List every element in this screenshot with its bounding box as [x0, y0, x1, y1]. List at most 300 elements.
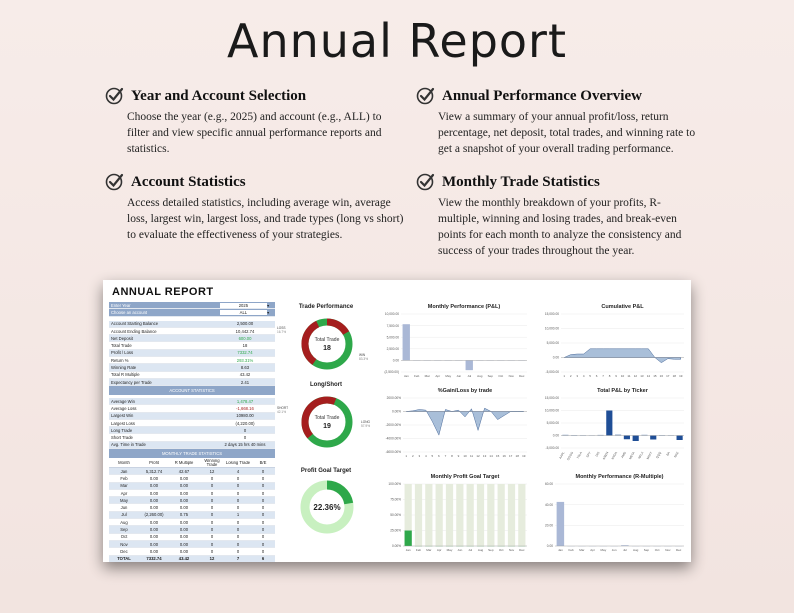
stat-value: 0: [243, 435, 247, 441]
x-tick-label: Jun: [611, 548, 617, 552]
y-tick-label: 0.00: [546, 544, 553, 549]
year-value[interactable]: 2025: [220, 303, 267, 308]
table-cell: 0: [210, 505, 214, 511]
stat-row: [109, 335, 275, 342]
x-tick-label: Oct: [498, 374, 504, 378]
table-cell: 7332.74: [146, 556, 162, 562]
table-row: [109, 483, 275, 490]
x-tick-label: 17: [666, 374, 670, 378]
x-tick-label: 13: [640, 374, 644, 378]
y-tick-label: 7,500.00: [386, 323, 399, 328]
table-cell: 0: [261, 519, 265, 525]
x-tick-label: Sep: [643, 548, 650, 552]
stat-row: [109, 372, 275, 379]
ticker-pnl-chart: [533, 384, 688, 464]
check-badge-icon: [105, 86, 125, 106]
x-tick-label: 1: [405, 454, 408, 458]
table-cell: 5,312.74: [145, 468, 163, 474]
table-cell: 0: [261, 541, 265, 547]
stat-value: 600.00: [238, 335, 252, 341]
stat-value: 7332.74: [237, 350, 253, 356]
chart-title: Monthly Profit Goal Target: [430, 474, 500, 480]
table-cell: 0: [236, 505, 240, 511]
x-tick-label: 17: [509, 454, 513, 458]
profit-goal-donut: [277, 477, 377, 537]
table-cell: Nov: [120, 541, 128, 547]
center-label: Total Trade: [314, 415, 340, 421]
stat-label: Average Win: [111, 398, 135, 404]
stat-value: -1,668.16: [236, 405, 254, 411]
bar: [624, 436, 630, 440]
table-cell: 42.67: [178, 468, 190, 474]
long-value: 57.9%: [361, 424, 371, 428]
feature-description: Choose the year (e.g., 2025) and account (e.g., ALL) to filter and view specific annual performance reports and statistics.: [127, 111, 382, 155]
table-cell: Apr: [120, 490, 128, 496]
table-cell: 0.00: [179, 483, 189, 489]
stat-row: [109, 413, 275, 420]
x-tick-label: May: [445, 374, 452, 378]
y-tick-label: 40.00: [545, 502, 553, 507]
center-value: 19: [323, 423, 331, 430]
table-cell: 0: [261, 512, 265, 518]
bar: [677, 436, 683, 441]
table-cell: 7: [236, 556, 240, 562]
table-cell: Jun: [120, 505, 128, 511]
x-tick-label: 14: [489, 454, 493, 458]
stat-label: Total R Multiple: [111, 372, 140, 378]
table-cell: 0: [210, 534, 214, 540]
table-cell: 1: [236, 512, 240, 518]
table-cell: TOTAL: [117, 556, 131, 562]
chevron-down-icon[interactable]: ▾: [267, 302, 270, 308]
stat-value: 8.63: [240, 365, 250, 371]
x-tick-label: Sep: [487, 374, 493, 378]
bar: [633, 436, 639, 442]
chart-title: Total P&L by Ticker: [597, 388, 648, 394]
account-value[interactable]: ALL: [220, 310, 267, 315]
table-cell: Oct: [120, 534, 128, 540]
chevron-down-icon[interactable]: ▾: [267, 309, 270, 315]
x-tick-label: 5: [431, 454, 434, 458]
x-tick-label: TSLA: [575, 451, 583, 460]
target-bar: [498, 484, 505, 546]
y-tick-label: 10,000.00: [544, 326, 559, 331]
column-header: Losing Trade: [225, 460, 251, 465]
table-cell: 0.00: [179, 490, 189, 496]
x-tick-label: 16: [502, 454, 506, 458]
table-cell: 0: [261, 483, 265, 489]
table-cell: 0: [236, 534, 240, 540]
loss-value: 16.7%: [277, 330, 287, 334]
y-tick-label: 10,000.00: [544, 408, 559, 413]
x-tick-label: Apr: [590, 548, 595, 552]
y-tick-label: -6000.00%: [385, 450, 401, 455]
x-tick-label: 10: [463, 454, 467, 458]
stat-label: Profit / Loss: [111, 350, 134, 356]
stat-label: Largest Win: [111, 413, 134, 419]
table-cell: 0: [210, 475, 214, 481]
monthly-stats-header: MONTHLY TRADE STATISTICS: [109, 449, 275, 458]
stat-row: [109, 405, 275, 412]
stat-row: [109, 328, 275, 335]
x-tick-label: QQQ: [655, 451, 663, 460]
table-cell: 0: [210, 548, 214, 554]
x-tick-label: 2: [569, 374, 572, 378]
table-row: [109, 512, 275, 519]
y-tick-label: 0.00%: [391, 544, 401, 549]
table-row: [109, 548, 275, 555]
trade-performance-donut: [277, 314, 377, 374]
x-tick-label: 12: [633, 374, 638, 378]
year-selector[interactable]: Enter Year 2025 ▾: [109, 302, 275, 309]
table-cell: 0: [261, 497, 265, 503]
bar: [650, 436, 656, 440]
y-tick-label: 0.00%: [391, 409, 401, 414]
target-bar: [467, 484, 474, 546]
table-cell: 0: [236, 483, 240, 489]
feature-account-statistics: [105, 172, 405, 243]
x-tick-label: 10: [620, 374, 625, 378]
x-tick-label: 4: [425, 454, 427, 458]
table-cell: 0: [236, 541, 240, 547]
win-value: 83.3%: [359, 357, 369, 361]
area-series: [564, 349, 681, 363]
x-tick-label: Mar: [424, 374, 430, 378]
x-tick-label: Nov: [665, 548, 671, 552]
table-cell: 0: [261, 527, 265, 533]
x-tick-label: 19: [522, 454, 526, 458]
table-cell: 0: [261, 548, 265, 554]
monthly-pnl-chart: [371, 300, 531, 384]
x-tick-label: 9: [615, 374, 617, 378]
x-tick-label: May: [600, 548, 607, 552]
account-stats-table: [109, 386, 275, 449]
stat-value: 0: [243, 427, 247, 433]
x-tick-label: 15: [653, 374, 657, 378]
x-tick-label: META: [628, 451, 636, 461]
x-tick-label: SPY: [585, 451, 592, 459]
stat-value: 18: [242, 343, 248, 349]
stat-value: 43.42: [239, 372, 251, 378]
feature-annual-performance: [416, 86, 701, 157]
table-cell: 12: [209, 556, 215, 562]
cumulative-pnl-chart: [533, 300, 688, 384]
feature-title: Year and Account Selection: [131, 87, 307, 104]
win-label: WIN: [359, 353, 366, 357]
table-row: [109, 541, 275, 548]
stat-label: Largest Loss: [111, 420, 135, 426]
x-tick-label: AMZN: [601, 451, 610, 461]
x-tick-label: Apr: [436, 548, 442, 552]
y-tick-label: 2000.00%: [386, 396, 401, 401]
x-tick-label: Jan: [405, 548, 411, 552]
table-row: [109, 497, 275, 504]
x-tick-label: Nov: [508, 374, 514, 378]
x-tick-label: NFLX: [637, 451, 645, 460]
table-cell: Jan: [120, 468, 128, 474]
stat-label: Expectancy per Trade: [111, 379, 152, 385]
table-row: [109, 556, 275, 562]
target-bar: [456, 484, 463, 546]
feature-title: Monthly Trade Statistics: [442, 173, 600, 190]
bar: [466, 360, 473, 370]
y-tick-label: 2,500.00: [386, 347, 399, 351]
x-tick-label: Jan: [403, 374, 409, 378]
x-tick-label: 11: [469, 454, 474, 458]
x-tick-label: Aug: [477, 374, 483, 378]
stat-value: 1,478.47: [236, 398, 254, 404]
x-tick-label: NVDA: [610, 451, 619, 461]
x-tick-label: 12: [476, 454, 480, 458]
x-tick-label: 4: [582, 374, 585, 378]
x-tick-label: Dec: [519, 374, 525, 378]
x-tick-label: 14: [646, 374, 651, 378]
monthly-stats-table: [109, 449, 275, 562]
table-cell: 0.00: [179, 497, 189, 503]
y-tick-label: -5,000.00: [545, 446, 559, 451]
y-tick-label: 5,000.00: [386, 335, 399, 340]
x-tick-label: Nov: [508, 548, 515, 552]
target-bar: [436, 484, 443, 546]
x-tick-label: Oct: [654, 548, 660, 552]
table-row: [109, 490, 275, 497]
stat-label: Winning Rate: [111, 365, 137, 371]
table-cell: 0: [236, 548, 240, 554]
stat-value: 10980.00: [236, 413, 254, 419]
table-row: [109, 526, 275, 533]
table-cell: 43.42: [178, 556, 190, 562]
table-cell: 0.00: [179, 548, 189, 554]
y-tick-label: (2,500.00): [384, 370, 399, 375]
stat-label: Account Ending Balance: [111, 328, 157, 334]
y-tick-label: 75.00%: [390, 497, 401, 502]
center-value: 18: [323, 345, 331, 352]
monthly-header-row: [109, 458, 275, 468]
check-badge-icon: [416, 172, 436, 192]
stat-value: 2,500.00: [236, 321, 254, 327]
long-label: LONG: [361, 420, 371, 424]
x-tick-label: Oct: [498, 548, 504, 552]
column-header: B/E: [259, 460, 267, 465]
goal-value: 22.36%: [313, 503, 341, 512]
feature-description: Access detailed statistics, including average win, average loss, largest win, largest loss, and trade types (long vs short) to evaluate the effectiveness of your strategies.: [127, 197, 404, 241]
x-tick-label: BA: [665, 451, 671, 457]
x-tick-label: 8: [451, 454, 453, 458]
feature-description: View the monthly breakdown of your profits, R-multiple, winning and losing trades, and break-even points for each month to analyze the consistency and success of your trades throughout the year.: [438, 197, 682, 257]
target-bar: [425, 484, 432, 546]
gain-loss-chart: [371, 384, 531, 464]
x-tick-label: 7: [444, 454, 447, 458]
feature-year-selection: [105, 86, 405, 157]
x-tick-label: Feb: [414, 374, 420, 378]
stat-value: (4,220.00): [235, 420, 255, 426]
center-label: Total Trade: [314, 337, 340, 343]
x-tick-label: Jun: [457, 548, 463, 552]
y-tick-label: 15,000.00: [544, 396, 559, 401]
stat-row: [109, 427, 275, 434]
stat-label: Avg. Time in Trade: [111, 442, 146, 448]
feature-description: View a summary of your annual profit/loss, return percentage, net deposit, total trades, and winning rate to get a snapshot of your overall trading performance.: [438, 111, 696, 155]
table-cell: 0.00: [149, 475, 159, 481]
stat-label: Total Trade: [111, 343, 132, 349]
target-bar: [415, 484, 422, 546]
x-tick-label: NKE: [673, 451, 680, 459]
stat-label: Long Trade: [111, 427, 133, 433]
table-cell: 0: [236, 519, 240, 525]
x-tick-label: Jan: [557, 548, 563, 552]
x-tick-label: 6: [438, 454, 440, 458]
y-tick-label: 5,000.00: [546, 421, 559, 426]
target-bar: [508, 484, 515, 546]
stat-row: [109, 420, 275, 427]
table-cell: 0.00: [179, 527, 189, 533]
short-value: 42.1%: [277, 410, 287, 414]
x-tick-label: Sep: [488, 548, 494, 552]
target-bar: [477, 484, 484, 546]
column-header: Winning Trade: [204, 458, 220, 467]
stat-row: [109, 442, 275, 449]
stat-value: 2.41: [240, 379, 250, 385]
y-tick-label: 0.00: [392, 358, 399, 363]
table-cell: May: [120, 497, 128, 503]
stat-value: 293.31%: [236, 357, 254, 363]
y-tick-label: -4000.00%: [385, 436, 401, 441]
chart-title: Profit Goal Target: [300, 468, 352, 474]
stat-label: Short Trade: [111, 435, 133, 441]
stat-row: [109, 350, 275, 357]
y-tick-label: -5,000.00: [545, 370, 559, 375]
x-tick-label: AMD: [620, 451, 627, 459]
bar: [557, 502, 565, 546]
stat-row: [109, 321, 275, 328]
bar: [606, 411, 612, 436]
x-tick-label: 16: [659, 374, 664, 378]
table-cell: Sep: [120, 527, 128, 533]
table-cell: 0.00: [149, 490, 159, 496]
x-tick-label: Feb: [415, 548, 422, 552]
table-cell: 0.75: [179, 512, 189, 518]
chart-title: Monthly Performance (P&L): [427, 304, 501, 310]
table-cell: 0: [236, 475, 240, 481]
x-tick-label: 1: [563, 374, 566, 378]
table-cell: 0.00: [179, 519, 189, 525]
chart-title: Trade Performance: [298, 304, 354, 310]
chart-title: Monthly Performance (R-Multiple): [575, 474, 664, 480]
table-cell: 0: [261, 468, 265, 474]
account-stats-header: ACCOUNT STATISTICS: [109, 386, 275, 395]
table-cell: 0: [261, 490, 265, 496]
r-multiple-chart: [533, 470, 688, 558]
dashboard-title: ANNUAL REPORT: [112, 286, 214, 298]
x-tick-label: 15: [495, 454, 500, 458]
stat-row: [109, 434, 275, 441]
table-cell: 0.00: [179, 541, 189, 547]
table-row: [109, 468, 275, 475]
table-cell: 0.00: [149, 534, 159, 540]
table-cell: (2,260.00): [144, 512, 164, 518]
x-tick-label: 7: [602, 374, 604, 378]
table-cell: 0: [236, 527, 240, 533]
x-tick-label: Jul: [467, 374, 472, 378]
stat-row: [109, 398, 275, 405]
x-tick-label: 3: [418, 454, 421, 458]
table-cell: 0.00: [149, 483, 159, 489]
feature-monthly-trade-statistics: [416, 172, 701, 259]
table-row: [109, 534, 275, 541]
stat-row: [109, 364, 275, 371]
chart-title: Cumulative P&L: [601, 304, 644, 310]
chart-title: %Gain/Loss by trade: [437, 388, 493, 394]
table-cell: 6: [261, 556, 265, 562]
y-tick-label: 0.00: [552, 355, 559, 360]
profit-goal-chart: [381, 470, 531, 558]
column-header: Profit: [149, 460, 159, 465]
x-tick-label: 18: [672, 374, 676, 378]
table-cell: 0: [261, 505, 265, 511]
table-cell: Jul: [121, 512, 127, 518]
area-series: [406, 408, 523, 435]
table-cell: Aug: [120, 519, 128, 525]
y-tick-label: 5,000.00: [546, 341, 559, 346]
y-tick-label: 50.00%: [390, 513, 401, 518]
y-tick-label: 10,000.00: [384, 312, 399, 317]
stat-value: 10,442.74: [235, 328, 255, 334]
table-cell: 0.00: [179, 475, 189, 481]
x-tick-label: Jun: [456, 374, 462, 378]
table-cell: Feb: [120, 475, 128, 481]
table-row: [109, 504, 275, 511]
y-tick-label: 15,000.00: [544, 312, 559, 317]
table-cell: 0.00: [149, 519, 159, 525]
chart-title: Long/Short: [310, 382, 342, 388]
table-cell: 4: [236, 468, 240, 474]
x-tick-label: 2: [411, 454, 414, 458]
x-tick-label: Dec: [519, 548, 525, 552]
table-row: [109, 519, 275, 526]
stat-row: [109, 357, 275, 364]
short-label: SHORT: [277, 406, 289, 410]
y-tick-label: 20.00: [545, 523, 553, 528]
table-cell: 0: [210, 497, 214, 503]
x-tick-label: 3: [576, 374, 579, 378]
stat-label: Return %: [111, 357, 129, 363]
x-tick-label: Apr: [435, 374, 441, 378]
y-tick-label: 100.00%: [388, 482, 401, 487]
long-short-donut: [277, 392, 377, 452]
table-row: [109, 475, 275, 482]
stat-label: Average Loss: [111, 405, 137, 411]
dashboard-preview: [103, 280, 691, 562]
account-selector[interactable]: Choose an account ALL ▾: [109, 309, 275, 316]
x-tick-label: Mar: [579, 548, 585, 552]
x-tick-label: Feb: [568, 548, 574, 552]
table-cell: Dec: [120, 548, 128, 554]
table-cell: 0.00: [149, 527, 159, 533]
feature-title: Account Statistics: [131, 173, 246, 190]
x-tick-label: MSFT: [645, 451, 654, 461]
x-tick-label: 18: [515, 454, 519, 458]
target-bar: [446, 484, 453, 546]
stat-value: 2 days 15 hrs 40 mins: [224, 442, 266, 448]
table-cell: 0: [261, 475, 265, 481]
x-tick-label: May: [446, 548, 453, 552]
table-cell: 0: [236, 497, 240, 503]
x-tick-label: DIS: [594, 451, 601, 458]
x-tick-label: 8: [608, 374, 611, 378]
summary-table: [109, 302, 275, 386]
table-cell: 0: [210, 512, 214, 518]
x-tick-label: GOOG: [566, 451, 575, 462]
